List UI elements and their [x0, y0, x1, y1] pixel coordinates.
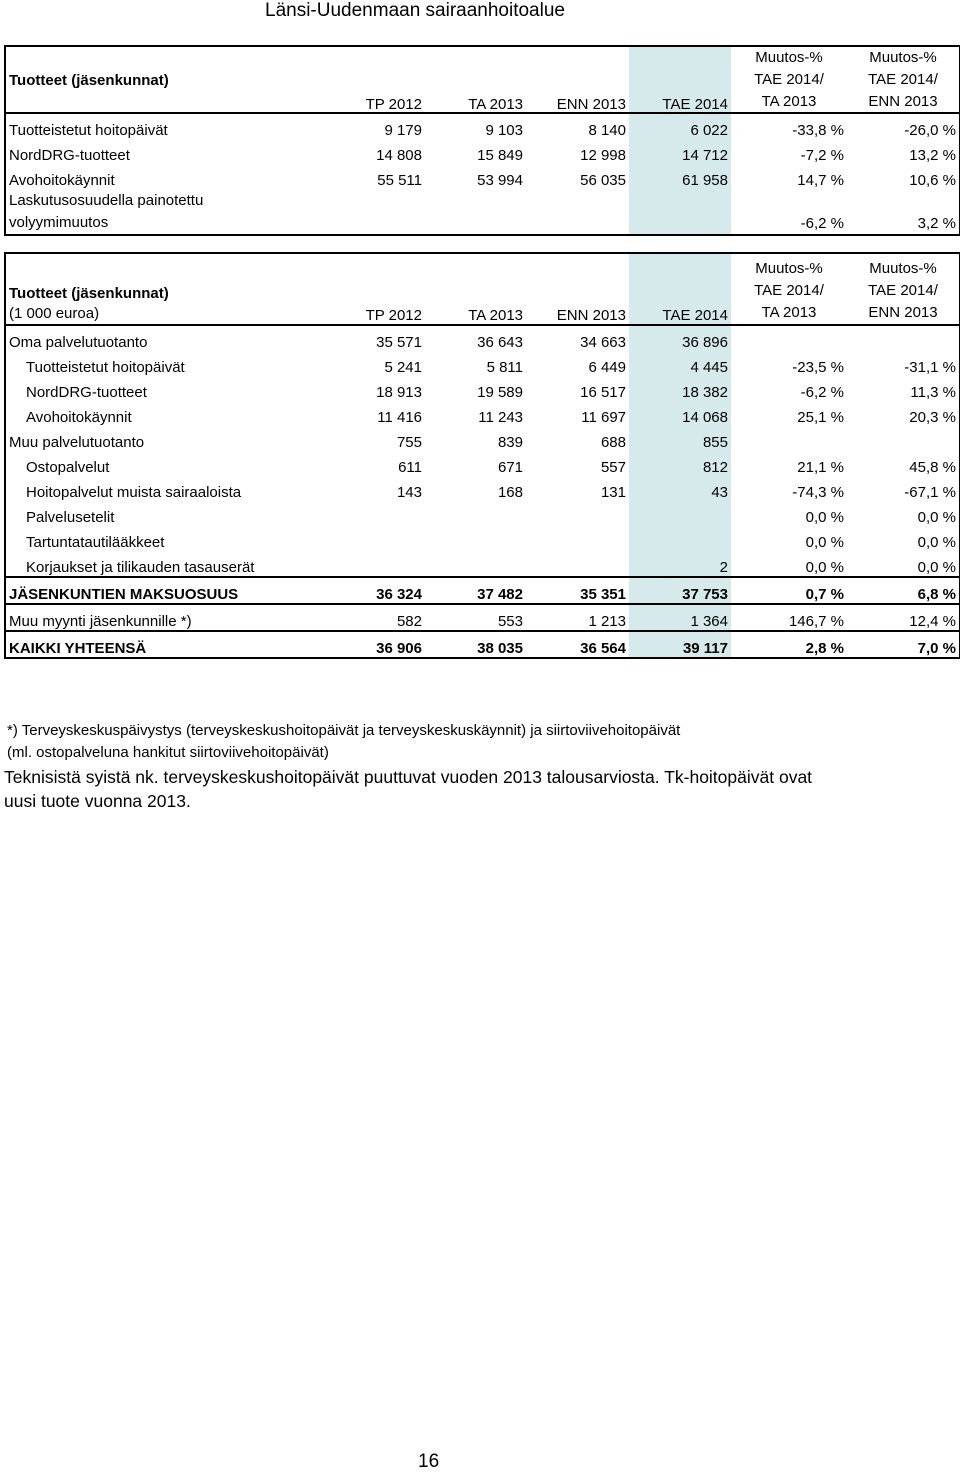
col-header-line: TAE 2014/ [868, 282, 938, 299]
cell-enn2013: 11 697 [581, 409, 626, 426]
cell-ta2013 [425, 189, 526, 235]
cell-tp2012: 611 [398, 459, 422, 476]
col-header-ta2013: TA 2013 [468, 96, 523, 113]
table-row [5, 526, 960, 551]
cell-tp2012: 5 241 [384, 359, 422, 376]
cell-tae2014 [629, 526, 731, 551]
cell-tp2012: 36 324 [323, 577, 425, 604]
table-row [5, 501, 960, 526]
cell-ta2013: 671 [497, 459, 523, 476]
technical-note: Teknisistä syistä nk. terveyskeskushoitopäivät puuttuvat vuoden 2013 talousarviosta. Tk-hoitopäivät ovat uusi tuote vuonna 2013. [4, 767, 813, 811]
cell-muutos-enn: -31,1 % [904, 359, 956, 376]
cell-enn2013: 12 998 [580, 147, 626, 164]
row-label: Muu myynti jäsenkunnille *) [5, 604, 323, 631]
table-row [5, 351, 960, 376]
cell-muutos-enn [847, 325, 960, 351]
cell-tp2012: 55 511 [377, 172, 422, 189]
table-row [5, 426, 960, 451]
cell-muutos-ta: -7,2 % [800, 147, 844, 164]
document-title: Länsi-Uudenmaan sairaanhoitoalue [265, 0, 565, 21]
cell-enn2013: 16 517 [580, 384, 626, 401]
volume-table [4, 45, 960, 236]
cell-ta2013: 38 035 [425, 631, 526, 658]
row-label: KAIKKI YHTEENSÄ [5, 631, 323, 658]
table-row [5, 631, 960, 658]
cell-muutos-ta: 0,0 % [805, 559, 844, 576]
table-row [5, 551, 960, 577]
row-label: Tartuntatautilääkkeet [26, 534, 165, 551]
col-header-tae2014: TAE 2014 [629, 253, 731, 325]
cell-muutos-enn: 7,0 % [847, 631, 960, 658]
cell-enn2013 [526, 501, 629, 526]
cell-muutos-ta [731, 426, 847, 451]
cell-muutos-enn: -26,0 % [847, 113, 960, 139]
row-label: Muu palvelutuotanto [9, 434, 145, 451]
col-header-line: TA 2013 [761, 304, 817, 321]
cell-muutos-ta: 14,7 % [797, 172, 844, 189]
cell-enn2013: 35 351 [526, 577, 629, 604]
cell-muutos-ta: -6,2 % [800, 384, 844, 401]
row-label: NordDRG-tuotteet [9, 147, 130, 164]
cell-tp2012: 14 808 [376, 147, 422, 164]
cell-muutos-enn: 3,2 % [917, 215, 956, 232]
table-unit: (1 000 euroa) [9, 305, 100, 322]
cell-tp2012: 755 [396, 434, 422, 451]
cell-ta2013 [425, 526, 526, 551]
row-label-line: Laskutusosuudella painotettu [9, 192, 204, 209]
table-row [5, 401, 960, 426]
cell-tae2014: 18 382 [629, 376, 731, 401]
table-row [5, 325, 960, 351]
table-row [5, 139, 960, 164]
cell-tp2012 [323, 189, 425, 235]
table-row [5, 376, 960, 401]
table-title-cell [5, 253, 323, 325]
cell-tae2014: 39 117 [629, 631, 731, 658]
row-label: Oma palvelutuotanto [5, 325, 323, 351]
cell-enn2013: 131 [600, 484, 626, 501]
cell-muutos-enn: 0,0 % [917, 509, 956, 526]
col-header-line: Muutos-% [755, 49, 823, 66]
row-label: Tuotteistetut hoitopäivät [5, 113, 323, 139]
col-header-muutos-ta [731, 46, 847, 113]
euro-table-header [5, 253, 960, 325]
cell-tp2012: 35 571 [323, 325, 425, 351]
col-header-muutos-ta [731, 253, 847, 325]
cell-muutos-ta: -6,2 % [800, 215, 844, 232]
cell-tp2012: 36 906 [323, 631, 425, 658]
col-header-line: TAE 2014/ [754, 282, 824, 299]
cell-tp2012 [323, 526, 425, 551]
cell-ta2013: 53 994 [477, 172, 523, 189]
cell-muutos-enn: 0,0 % [917, 534, 956, 551]
cell-enn2013: 8 140 [526, 113, 629, 139]
cell-tae2014: 4 445 [629, 351, 731, 376]
row-label: JÄSENKUNTIEN MAKSUOSUUS [5, 577, 323, 604]
table-title: Tuotteet (jäsenkunnat) [9, 285, 169, 302]
cell-muutos-ta: -23,5 % [792, 359, 844, 376]
cell-ta2013: 553 [425, 604, 526, 631]
row-label: Tuotteistetut hoitopäivät [26, 359, 185, 376]
cell-tae2014: 14 712 [629, 139, 731, 164]
cell-tae2014: 1 364 [629, 604, 731, 631]
cell-tp2012 [323, 501, 425, 526]
cell-tp2012: 582 [323, 604, 425, 631]
table-row [5, 476, 960, 501]
row-label [5, 189, 323, 235]
cell-muutos-ta: 2,8 % [731, 631, 847, 658]
cell-muutos-enn: 0,0 % [917, 559, 956, 576]
cell-tp2012: 11 416 [377, 409, 422, 426]
euro-table [4, 252, 960, 659]
cell-muutos-enn: 6,8 % [847, 577, 960, 604]
cell-enn2013: 688 [600, 434, 626, 451]
cell-ta2013 [425, 551, 526, 577]
cell-ta2013: 9 103 [425, 113, 526, 139]
cell-muutos-enn: 10,6 % [909, 172, 956, 189]
col-header-tp2012: TP 2012 [365, 307, 422, 324]
cell-muutos-enn [847, 426, 960, 451]
row-label: Ostopalvelut [26, 459, 110, 476]
cell-muutos-enn: 45,8 % [909, 459, 956, 476]
cell-ta2013: 36 643 [425, 325, 526, 351]
cell-tae2014: 61 958 [629, 164, 731, 189]
table-row [5, 451, 960, 476]
cell-tae2014: 36 896 [629, 325, 731, 351]
cell-muutos-ta: 146,7 % [731, 604, 847, 631]
row-label: Avohoitokäynnit [9, 172, 115, 189]
volume-table-header [5, 46, 960, 113]
cell-tae2014 [629, 501, 731, 526]
footnote-line: (ml. ostopalveluna hankitut siirtoviivehoitopäivät) [7, 744, 329, 761]
cell-muutos-enn: 11,3 % [910, 384, 956, 401]
table-title: Tuotteet (jäsenkunnat) [9, 72, 169, 89]
row-label: Hoitopalvelut muista sairaaloista [26, 484, 242, 501]
cell-tae2014: 812 [629, 451, 731, 476]
cell-tp2012: 18 913 [376, 384, 422, 401]
cell-tae2014: 2 [629, 551, 731, 577]
row-label: Avohoitokäynnit [26, 409, 132, 426]
cell-muutos-ta: -74,3 % [792, 484, 844, 501]
col-header-enn2013: ENN 2013 [556, 307, 626, 324]
footnote-line: *) Terveyskeskuspäivystys (terveyskeskushoitopäivät ja terveyskeskuskäynnit) ja siirtoviivehoitopäivät [7, 722, 681, 739]
col-header-line: TAE 2014/ [868, 71, 938, 88]
table-row [5, 604, 960, 631]
cell-muutos-ta: 0,0 % [805, 509, 844, 526]
cell-ta2013: 168 [497, 484, 523, 501]
cell-muutos-ta: 21,1 % [797, 459, 844, 476]
cell-enn2013: 56 035 [580, 172, 626, 189]
cell-tae2014 [629, 189, 731, 235]
cell-muutos-ta: 0,0 % [805, 534, 844, 551]
cell-enn2013: 1 213 [526, 604, 629, 631]
cell-enn2013: 6 449 [588, 359, 626, 376]
cell-enn2013 [526, 551, 629, 577]
col-header-line: TA 2013 [761, 93, 817, 110]
cell-tp2012 [323, 551, 425, 577]
cell-muutos-ta: -33,8 % [731, 113, 847, 139]
table-row [5, 189, 960, 235]
cell-ta2013: 19 589 [477, 384, 523, 401]
cell-muutos-ta: 25,1 % [797, 409, 844, 426]
table-row [5, 577, 960, 604]
cell-enn2013: 34 663 [526, 325, 629, 351]
cell-muutos-ta: 0,7 % [731, 577, 847, 604]
table-row [5, 113, 960, 139]
col-header-ta2013: TA 2013 [468, 307, 523, 324]
row-label: Korjaukset ja tilikauden tasauserät [26, 559, 255, 576]
col-header-enn2013: ENN 2013 [556, 96, 626, 113]
cell-tae2014: 43 [629, 476, 731, 501]
cell-ta2013: 15 849 [477, 147, 523, 164]
cell-tae2014: 855 [629, 426, 731, 451]
cell-muutos-enn: 12,4 % [847, 604, 960, 631]
cell-enn2013: 557 [600, 459, 626, 476]
row-label: NordDRG-tuotteet [26, 384, 147, 401]
cell-enn2013 [526, 189, 629, 235]
col-header-tp2012: TP 2012 [365, 96, 422, 113]
col-header-line: Muutos-% [869, 260, 937, 277]
cell-tae2014: 6 022 [629, 113, 731, 139]
cell-tae2014: 37 753 [629, 577, 731, 604]
cell-muutos-ta [731, 325, 847, 351]
table-row [5, 164, 960, 189]
col-header-line: Muutos-% [755, 260, 823, 277]
cell-tp2012: 9 179 [323, 113, 425, 139]
col-header-line: ENN 2013 [868, 93, 938, 110]
cell-ta2013: 11 243 [478, 409, 523, 426]
row-label: Palvelusetelit [26, 509, 115, 526]
row-label-line: volyymimuutos [9, 214, 109, 231]
cell-enn2013: 36 564 [526, 631, 629, 658]
col-header-line: Muutos-% [869, 49, 937, 66]
col-header-tae2014: TAE 2014 [629, 46, 731, 113]
col-header-line: ENN 2013 [868, 304, 938, 321]
col-header-muutos-enn [847, 46, 960, 113]
cell-ta2013: 5 811 [486, 359, 523, 376]
cell-tp2012: 143 [396, 484, 422, 501]
page-number: 16 [418, 1451, 440, 1472]
cell-ta2013: 839 [497, 434, 523, 451]
col-header-muutos-enn [847, 253, 960, 325]
cell-tae2014: 14 068 [629, 401, 731, 426]
cell-enn2013 [526, 526, 629, 551]
col-header-line: TAE 2014/ [754, 71, 824, 88]
cell-muutos-enn: 20,3 % [909, 409, 956, 426]
cell-muutos-enn: -67,1 % [904, 484, 956, 501]
cell-ta2013 [425, 501, 526, 526]
cell-ta2013: 37 482 [425, 577, 526, 604]
cell-muutos-enn: 13,2 % [909, 147, 956, 164]
